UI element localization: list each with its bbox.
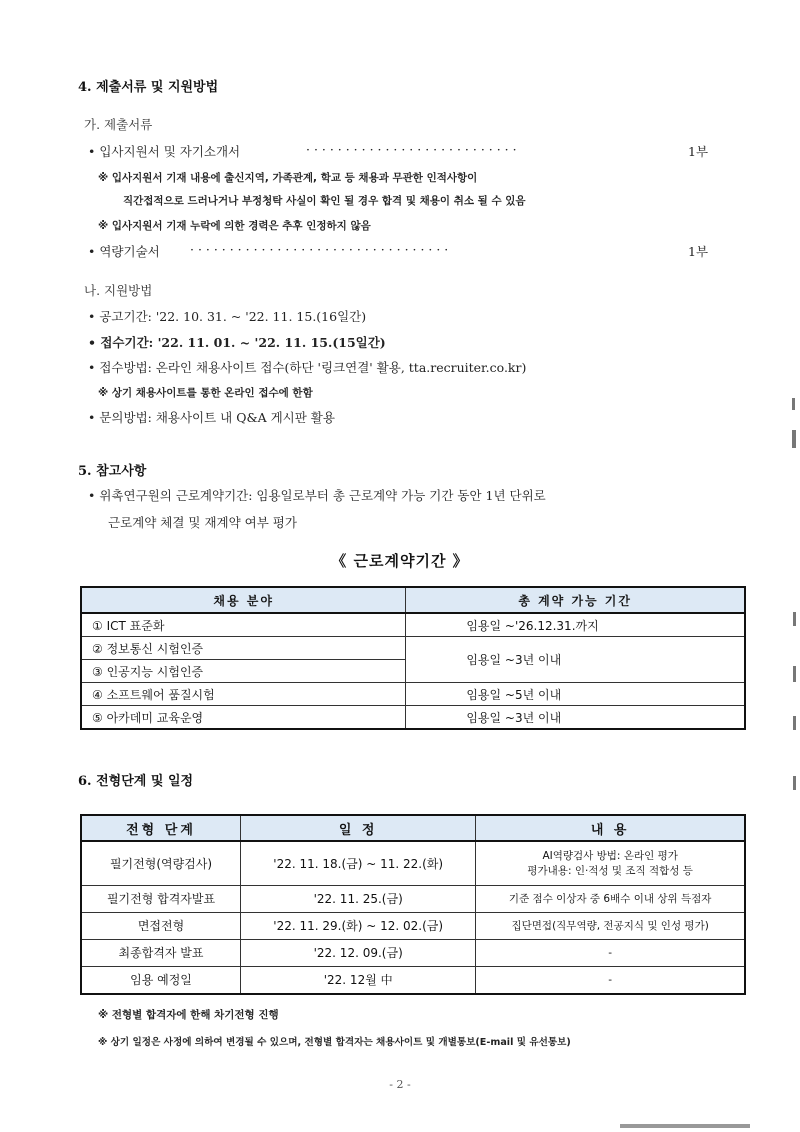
scan-mark [793, 612, 796, 626]
table-row [81, 683, 745, 706]
header-content: 내 용 [476, 815, 745, 841]
application-method: • 접수방법: 온라인 채용사이트 접수(하단 '링크연결' 활용, tta.recruiter.co.kr) [88, 360, 527, 375]
header-field: 채용 분야 [81, 587, 406, 613]
section6-title: 6. 전형단계 및 일정 [78, 774, 194, 789]
table-header-row [81, 815, 745, 841]
section5-title: 5. 참고사항 [78, 464, 147, 479]
schedule-cell: '22. 11. 29.(화) ~ 12. 02.(금) [241, 912, 476, 939]
note-personal-info: ※ 입사지원서 기재 내용에 출신지역, 가족관계, 학교 등 채용과 무관한 인적사항이 [98, 172, 478, 184]
contract-table-caption: 《 근로계약기간 》 [331, 552, 469, 570]
stage-cell: 필기전형(역량검사) [81, 841, 241, 885]
period-cell: 임용일 ~3년 이내 [406, 706, 745, 730]
note-online-only: ※ 상기 채용사이트를 통한 온라인 접수에 한함 [98, 387, 313, 399]
note-career-omission: ※ 입사지원서 기재 누락에 의한 경력은 추후 인정하지 않음 [98, 220, 371, 232]
doc2-label: • 역량기술서 [88, 244, 160, 259]
note-next-stage: ※ 전형별 합격자에 한해 차기전형 진행 [98, 1009, 279, 1021]
table-row [81, 966, 745, 994]
doc1-count: 1부 [688, 144, 709, 159]
content-cell: 집단면접(직무역량, 전공지식 및 인성 평가) [476, 912, 745, 939]
section4-title: 4. 제출서류 및 지원방법 [78, 80, 219, 95]
scan-mark [620, 1124, 750, 1128]
doc1-label: • 입사지원서 및 자기소개서 [88, 144, 241, 159]
contract-period-text: • 위촉연구원의 근로계약기간: 임용일로부터 총 근로계약 가능 기간 동안 1년 단위로 [88, 488, 546, 503]
header-stage: 전형 단계 [81, 815, 241, 841]
scan-mark [793, 776, 796, 790]
table-row [81, 637, 745, 660]
doc2-dots: · · · · · · · · · · · · · · · · · · · · · · · · · · · · · · · · · [190, 242, 449, 257]
period-cell: 임용일 ~5년 이내 [406, 683, 745, 706]
note-personal-info-cont: 직간접적으로 드러나거나 부정청탁 사실이 확인 될 경우 합격 및 채용이 취소 될 수 있음 [123, 195, 526, 207]
field-cell: ④ 소프트웨어 품질시험 [81, 683, 406, 706]
section4-na-title: 나. 지원방법 [84, 283, 153, 298]
contract-period-text-cont: 근로계약 체결 및 재계약 여부 평가 [108, 515, 297, 530]
scan-mark [792, 398, 795, 410]
table-row [81, 613, 745, 637]
content-line: 평가내용: 인·적성 및 조직 적합성 등 [527, 865, 693, 878]
contract-period-table [80, 586, 746, 730]
schedule-cell: '22. 11. 25.(금) [241, 885, 476, 912]
table-row [81, 912, 745, 939]
content-line: AI역량검사 방법: 온라인 평가 [542, 850, 678, 863]
announcement-period: • 공고기간: '22. 10. 31. ~ '22. 11. 15.(16일간) [88, 309, 367, 324]
period-cell: 임용일 ~'26.12.31.까지 [406, 613, 745, 637]
table-row [81, 885, 745, 912]
schedule-cell: '22. 12월 中 [241, 966, 476, 994]
section4-ga-title: 가. 제출서류 [84, 117, 153, 132]
stage-cell: 면접전형 [81, 912, 241, 939]
table-row [81, 939, 745, 966]
header-period: 총 계약 가능 기간 [406, 587, 745, 613]
table-header-row [81, 587, 745, 613]
schedule-cell: '22. 12. 09.(금) [241, 939, 476, 966]
content-cell: 기준 점수 이상자 중 6배수 이내 상위 득점자 [476, 885, 745, 912]
application-period: • 접수기간: '22. 11. 01. ~ '22. 11. 15.(15일간) [88, 335, 386, 350]
table-row [81, 706, 745, 730]
content-cell: - [476, 939, 745, 966]
scan-mark [793, 666, 796, 682]
header-schedule: 일 정 [241, 815, 476, 841]
schedule-cell: '22. 11. 18.(금) ~ 11. 22.(화) [241, 841, 476, 885]
field-cell: ② 정보통신 시험인증 [81, 637, 406, 660]
scan-mark [793, 716, 796, 730]
table-row [81, 841, 745, 885]
field-cell: ① ICT 표준화 [81, 613, 406, 637]
period-cell: 임용일 ~3년 이내 [406, 637, 745, 683]
stage-cell: 필기전형 합격자발표 [81, 885, 241, 912]
inquiry-method: • 문의방법: 채용사이트 내 Q&A 게시판 활용 [88, 410, 335, 425]
note-schedule-change: ※ 상기 일정은 사정에 의하여 변경될 수 있으며, 전형별 합격자는 채용사이트 및 개별통보(E-mail 및 유선통보) [98, 1037, 571, 1048]
selection-schedule-table [80, 814, 746, 995]
field-cell: ⑤ 아카데미 교육운영 [81, 706, 406, 730]
doc2-count: 1부 [688, 244, 709, 259]
field-cell: ③ 인공지능 시험인증 [81, 660, 406, 683]
doc1-dots: · · · · · · · · · · · · · · · · · · · · · · · · · · · [306, 142, 517, 157]
content-cell: - [476, 966, 745, 994]
scan-mark [792, 430, 796, 448]
content-cell [476, 841, 745, 885]
stage-cell: 임용 예정일 [81, 966, 241, 994]
page-number: - 2 - [389, 1078, 411, 1091]
stage-cell: 최종합격자 발표 [81, 939, 241, 966]
